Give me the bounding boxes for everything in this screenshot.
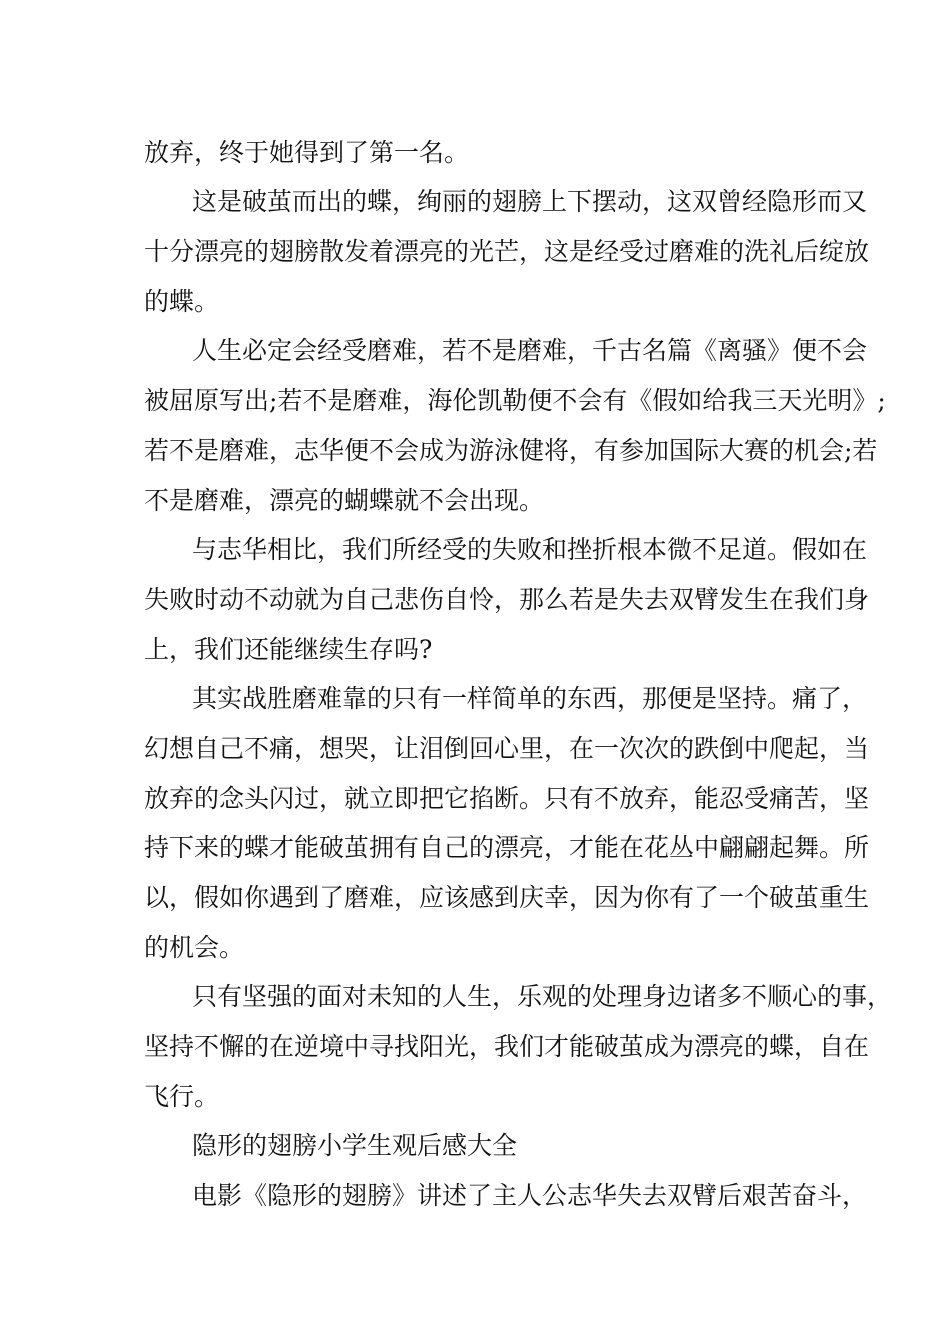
text-line: 若不是磨难，志华便不会成为游泳健将，有参加国际大赛的机会;若 [144, 436, 878, 465]
paragraph-start-line: 只有坚强的面对未知的人生，乐观的处理身边诸多不顺心的事， [192, 982, 893, 1011]
paragraph-start-line: 其实战胜磨难靠的只有一样简单的东西，那便是坚持。痛了， [192, 684, 868, 713]
text-line: 以，假如你遇到了磨难，应该感到庆幸，因为你有了一个破茧重生 [144, 883, 870, 912]
text-line: 的蝶。 [144, 287, 220, 316]
text-line: 的机会。 [144, 933, 245, 962]
paragraph-start-line: 这是破茧而出的蝶，绚丽的翅膀上下摆动，这双曾经隐形而又 [192, 187, 868, 216]
text-line: 十分漂亮的翅膀散发着漂亮的光芒，这是经受过磨难的洗礼后绽放 [144, 237, 870, 266]
paragraph-start-line: 电影《隐形的翅膀》讲述了主人公志华失去双臂后艰苦奋斗， [192, 1181, 868, 1210]
paragraph-start-line: 人生必定会经受磨难，若不是磨难，千古名篇《离骚》便不会 [192, 336, 868, 365]
text-line: 失败时动不动就为自己悲伤自怜，那么若是失去双臂发生在我们身 [144, 585, 870, 614]
text-line: 幻想自己不痛，想哭，让泪倒回心里，在一次次的跌倒中爬起，当 [144, 734, 870, 763]
text-line: 不是磨难，漂亮的蝴蝶就不会出现。 [144, 486, 545, 515]
section-heading: 隐形的翅膀小学生观后感大全 [192, 1131, 518, 1160]
text-line: 飞行。 [144, 1082, 220, 1111]
text-line: 放弃的念头闪过，就立即把它掐断。只有不放弃，能忍受痛苦，坚 [144, 784, 870, 813]
text-line: 上，我们还能继续生存吗? [144, 635, 433, 664]
text-line: 持下来的蝶才能破茧拥有自己的漂亮，才能在花丛中翩翩起舞。所 [144, 833, 870, 862]
text-line: 被屈原写出;若不是磨难，海伦凯勒便不会有《假如给我三天光明》; [144, 386, 886, 415]
text-line: 坚持不懈的在逆境中寻找阳光，我们才能破茧成为漂亮的蝶，自在 [144, 1032, 870, 1061]
text-line: 放弃，终于她得到了第一名。 [144, 138, 470, 167]
paragraph-start-line: 与志华相比，我们所经受的失败和挫折根本微不足道。假如在 [192, 535, 868, 564]
